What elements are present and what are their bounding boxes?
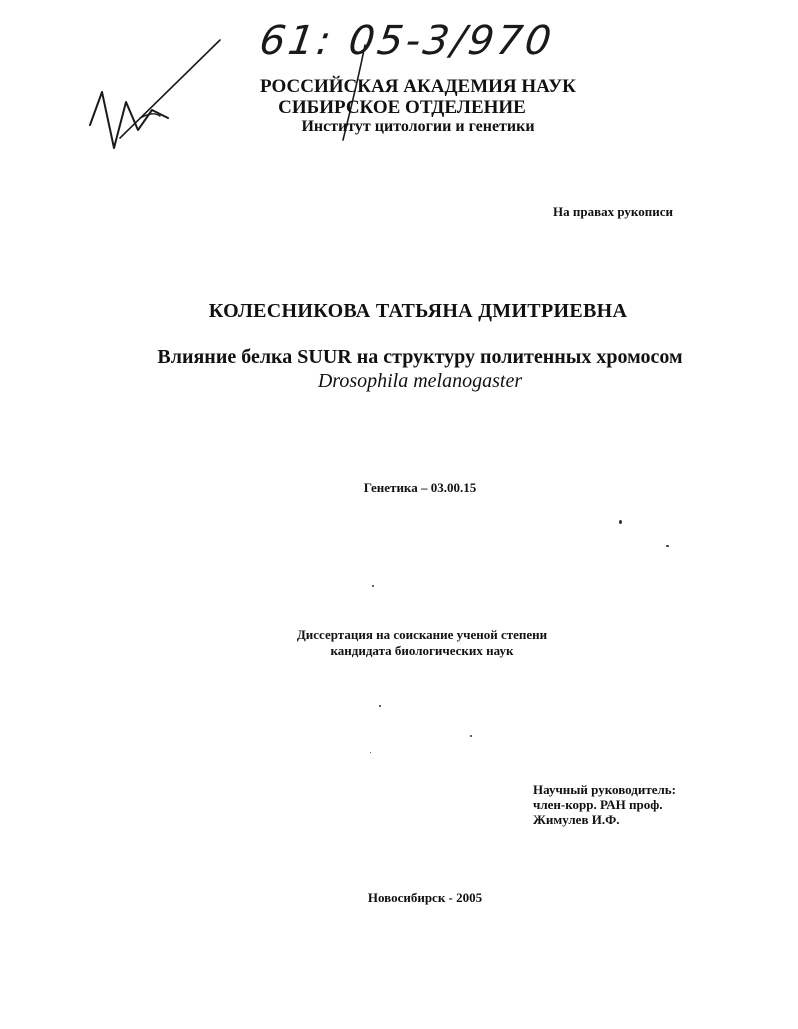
institute-name: Институт цитологии и генетики: [301, 118, 535, 135]
rights-note: На правах рукописи: [553, 204, 673, 219]
branch-name: СИБИРСКОЕ ОТДЕЛЕНИЕ: [278, 97, 526, 118]
specialty-code: Генетика – 03.00.15: [363, 480, 477, 495]
academy-name: РОССИЙСКАЯ АКАДЕМИЯ НАУК: [260, 76, 576, 97]
scan-speck: [619, 520, 622, 524]
supervisor-title: член-корр. РАН проф.: [533, 797, 663, 812]
author-name: КОЛЕСНИКОВА ТАТЬЯНА ДМИТРИЕВНА: [208, 300, 628, 322]
archive-number: 61: 05-3/970: [256, 18, 557, 64]
supervisor-label: Научный руководитель:: [533, 782, 676, 797]
scan-speck: [379, 705, 381, 707]
scan-speck: [470, 735, 472, 737]
thesis-title-species: Drosophila melanogaster: [317, 370, 523, 392]
scan-speck: [370, 752, 371, 753]
scan-speck: [372, 585, 374, 587]
degree-line-1: Диссертация на соискание ученой степени: [296, 627, 548, 642]
supervisor-name: Жимулев И.Ф.: [533, 812, 620, 827]
thesis-title: Влияние белка SUUR на структуру политенных хромосом: [157, 346, 683, 368]
scan-speck: [666, 545, 669, 547]
degree-line-2: кандидата биологических наук: [330, 643, 514, 658]
city-year: Новосибирск - 2005: [367, 890, 483, 905]
